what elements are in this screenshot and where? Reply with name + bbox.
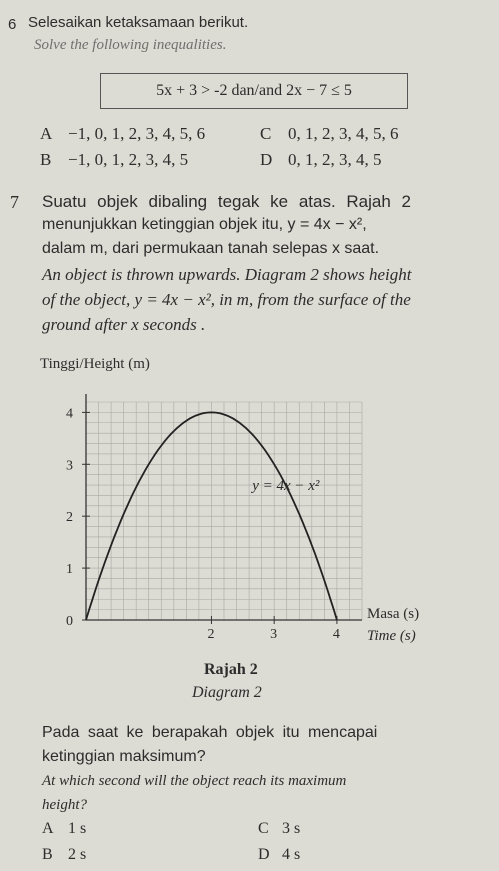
q6-option-a-label: A bbox=[40, 124, 53, 143]
question-6-title-ms: Selesaikan ketaksamaan berikut. bbox=[28, 14, 249, 31]
question-6-title-en: Solve the following inequalities. bbox=[34, 37, 227, 53]
y-tick-label: 1 bbox=[66, 562, 73, 578]
y-tick-label: 4 bbox=[66, 406, 73, 422]
q7-en-line-3: ground after x seconds . bbox=[42, 315, 206, 334]
inequality-box bbox=[100, 73, 408, 109]
q7-option-c-label: C bbox=[258, 820, 269, 837]
q6-option-d-label: D bbox=[260, 150, 273, 169]
q6-option-c-text: 0, 1, 2, 3, 4, 5, 6 bbox=[288, 124, 399, 143]
diagram-caption-ms: Rajah 2 bbox=[204, 661, 258, 678]
x-tick-label: 2 bbox=[207, 627, 215, 642]
chart-ticks bbox=[66, 406, 340, 642]
x-tick-label: 4 bbox=[332, 627, 340, 642]
q7-question-en-line-1: At which second will the object reach its maximum bbox=[42, 773, 347, 789]
q7-question-en-line-2: height? bbox=[42, 797, 87, 813]
y-tick-label: 3 bbox=[66, 458, 73, 474]
chart-x-axis-label-ms: Masa (s) bbox=[367, 606, 420, 622]
q6-option-d-text: 0, 1, 2, 3, 4, 5 bbox=[288, 150, 382, 169]
q7-question-ms-line-2: ketinggian maksimum? bbox=[42, 748, 206, 765]
q7-question-ms-line-1: Pada saat ke berapakah objek itu mencapai bbox=[42, 724, 378, 741]
q7-option-b-label: B bbox=[42, 846, 53, 863]
chart-x-axis-label-en: Time (s) bbox=[367, 628, 416, 644]
q7-ms-line-2: menunjukkan ketinggian objek itu, y = 4x − x², bbox=[42, 216, 367, 233]
diagram-caption-en: Diagram 2 bbox=[192, 684, 262, 701]
q7-en-line-1: An object is thrown upwards. Diagram 2 shows height bbox=[42, 265, 412, 284]
q7-option-a-label: A bbox=[42, 820, 54, 837]
q6-option-b-label: B bbox=[40, 150, 52, 169]
chart-y-axis-label: Tinggi/Height (m) bbox=[40, 356, 150, 372]
chart-grid bbox=[86, 402, 362, 620]
question-7-number: 7 bbox=[10, 192, 19, 212]
height-time-graph bbox=[0, 380, 499, 680]
q7-option-d-text: 4 s bbox=[282, 846, 301, 863]
q7-ms-line-3: dalam m, dari permukaan tanah selepas x saat. bbox=[42, 240, 380, 257]
q6-option-c-label: C bbox=[260, 124, 272, 143]
q7-ms-line-1: Suatu objek dibaling tegak ke atas. Rajah 2 bbox=[42, 192, 412, 211]
q7-en-line-2: of the object, y = 4x − x², in m, from the surface of the bbox=[42, 290, 411, 309]
q7-option-c-text: 3 s bbox=[282, 820, 301, 837]
curve-label: y = 4x − x² bbox=[252, 478, 320, 495]
q7-option-a-text: 1 s bbox=[68, 820, 87, 837]
q6-option-a-text: −1, 0, 1, 2, 3, 4, 5, 6 bbox=[68, 124, 206, 143]
y-tick-label: 2 bbox=[66, 510, 73, 526]
question-6-number: 6 bbox=[8, 16, 17, 33]
q7-option-b-text: 2 s bbox=[68, 846, 87, 863]
q6-option-b-text: −1, 0, 1, 2, 3, 4, 5 bbox=[68, 150, 189, 169]
q7-option-d-label: D bbox=[258, 846, 270, 863]
inequality-text: 5x + 3 > -2 dan/and 2x − 7 ≤ 5 bbox=[156, 82, 352, 99]
y-tick-label: 0 bbox=[66, 614, 73, 629]
x-tick-label: 3 bbox=[270, 627, 278, 642]
